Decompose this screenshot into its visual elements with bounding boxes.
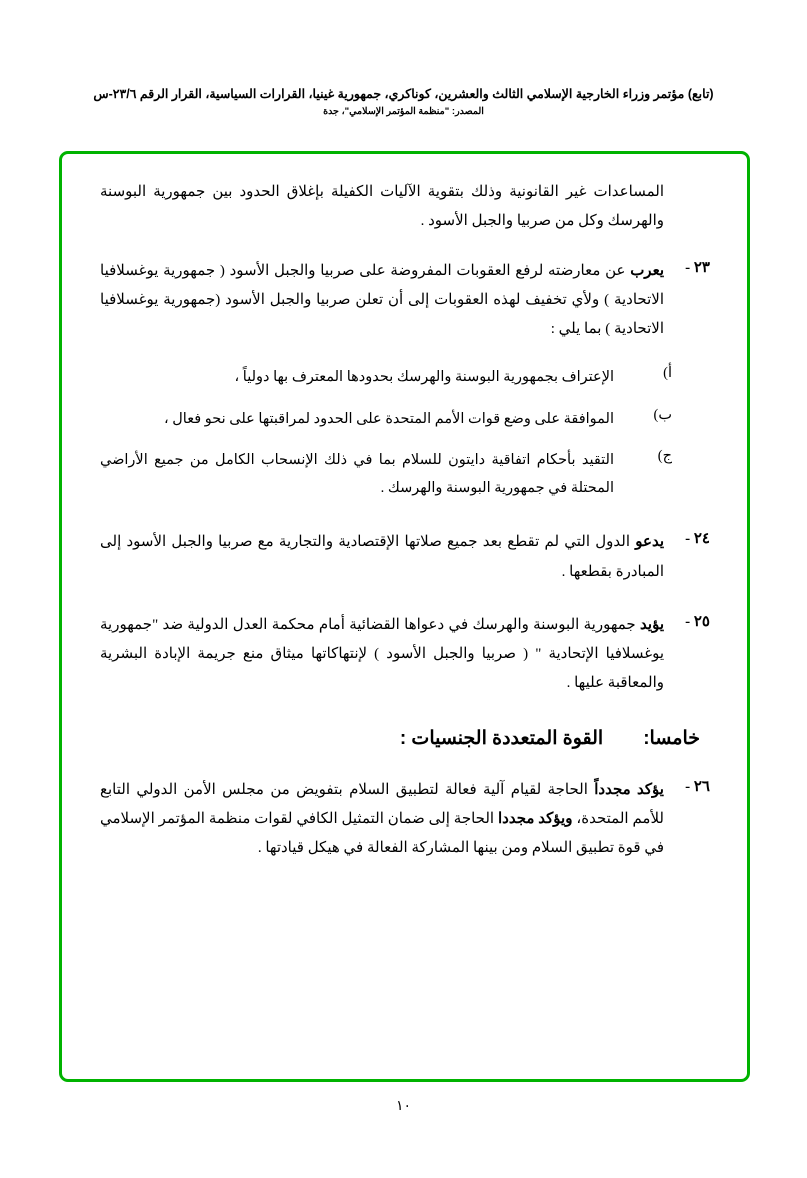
- clause-25-text: [100, 611, 664, 699]
- clause-24-body: الدول التي لم تقطع بعد جميع صلاتها الإقتصادية والتجارية مع صربيا والجبل الأسود إلى المبادرة بقطعها .: [100, 534, 664, 580]
- header-title: (تابع) مؤتمر وزراء الخارجية الإسلامي الثالث والعشرين، كوناكري، جمهورية غينيا، القرارات السياسية، القرار الرقم ٢٣/٦-س: [93, 87, 714, 101]
- clause-26-number: ٢٦ -: [685, 778, 710, 795]
- clause-23-sub-b-text: الموافقة على وضع قوات الأمم المتحدة على الحدود لمراقبتها على نحو فعال ،: [163, 410, 614, 427]
- section-kicker: خامسا:: [643, 727, 700, 749]
- clause-23-sub-a-text: الإعتراف بجمهورية البوسنة والهرسك بحدودها المعترف بها دولياً ،: [234, 369, 614, 386]
- clause-23-sub-b: [100, 406, 710, 434]
- clause-23-text: [100, 257, 664, 345]
- clause-25-lead: يؤيد: [640, 616, 664, 633]
- clause-24-text: [100, 528, 664, 587]
- clause-23: [100, 257, 710, 345]
- continuation-num: [664, 178, 710, 237]
- section-heading-five: [100, 727, 710, 750]
- clause-24-lead: يدعو: [635, 534, 664, 551]
- clause-23-sub-a-label: أ): [663, 365, 672, 382]
- page-number: ١٠: [395, 1099, 412, 1114]
- clause-24-number: ٢٤ -: [685, 531, 710, 548]
- clause-26-lead-2: ويؤكد مجددا: [497, 810, 573, 827]
- page-header: [0, 86, 807, 117]
- clause-26-text: [100, 776, 664, 864]
- clause-23-lead: يعرب: [630, 262, 664, 279]
- clause-26-body: الحاجة لقيام آلية فعالة لتطبيق السلام بتفويض من مجلس الأمن الدولي التابع للأمم المتحدة،: [100, 781, 664, 827]
- clause-23-sub-c-text: التقيد بأحكام اتفاقية دايتون للسلام بما في ذلك الإنسحاب الكامل من جميع الأراضي المحتلة في جمهورية البوسنة والهرسك .: [100, 452, 614, 496]
- clause-23-sub-c-label: ج): [657, 448, 672, 465]
- clause-25-number: ٢٥ -: [685, 613, 710, 630]
- continuation-paragraph: [100, 178, 710, 237]
- document-body: [100, 178, 710, 883]
- clause-25-body: جمهورية البوسنة والهرسك في دعواها القضائية أمام محكمة العدل الدولية ضد "جمهورية يوغسلافيا الإتحادية " ( صربيا والجبل الأسود ) لإنتهاكاتها ميثاق منع جريمة الإبادة البشرية والمعاقبة عليها .: [100, 616, 664, 692]
- section-title: القوة المتعددة الجنسيات :: [399, 727, 604, 749]
- continuation-text: المساعدات غير القانونية وذلك بتقوية الآليات الكفيلة بإغلاق الحدود بين جمهورية البوسنة والهرسك وكل من صربيا والجبل الأسود .: [100, 184, 664, 230]
- header-source: المصدر: "منظمة المؤتمر الإسلامي"، جدة: [323, 106, 484, 117]
- clause-23-number: ٢٣ -: [685, 259, 710, 276]
- clause-24: [100, 528, 710, 587]
- clause-23-sub-b-label: ب): [653, 406, 672, 423]
- clause-26: [100, 776, 710, 864]
- clause-26-body-2: الحاجة إلى ضمان التمثيل الكافي لقوات منظمة المؤتمر الإسلامي في قوة تطبيق السلام ومن بينها المشاركة الفعالة في هيكل قيادتها .: [100, 810, 664, 857]
- clause-23-body: عن معارضته لرفع العقوبات المفروضة على صربيا والجبل الأسود ( جمهورية يوغسلافيا الاتحادية ) ولأي تخفيف لهذه العقوبات إلى أن تعلن صربيا والجبل الأسود (جمهورية يوغسلافيا الاتحادية ) بما يلي :: [100, 262, 664, 337]
- clause-23-sub-a: [100, 364, 710, 392]
- clause-26-lead: يؤكد مجدداً: [594, 781, 664, 798]
- clause-23-sub-c: [100, 447, 710, 502]
- clause-25: [100, 611, 710, 699]
